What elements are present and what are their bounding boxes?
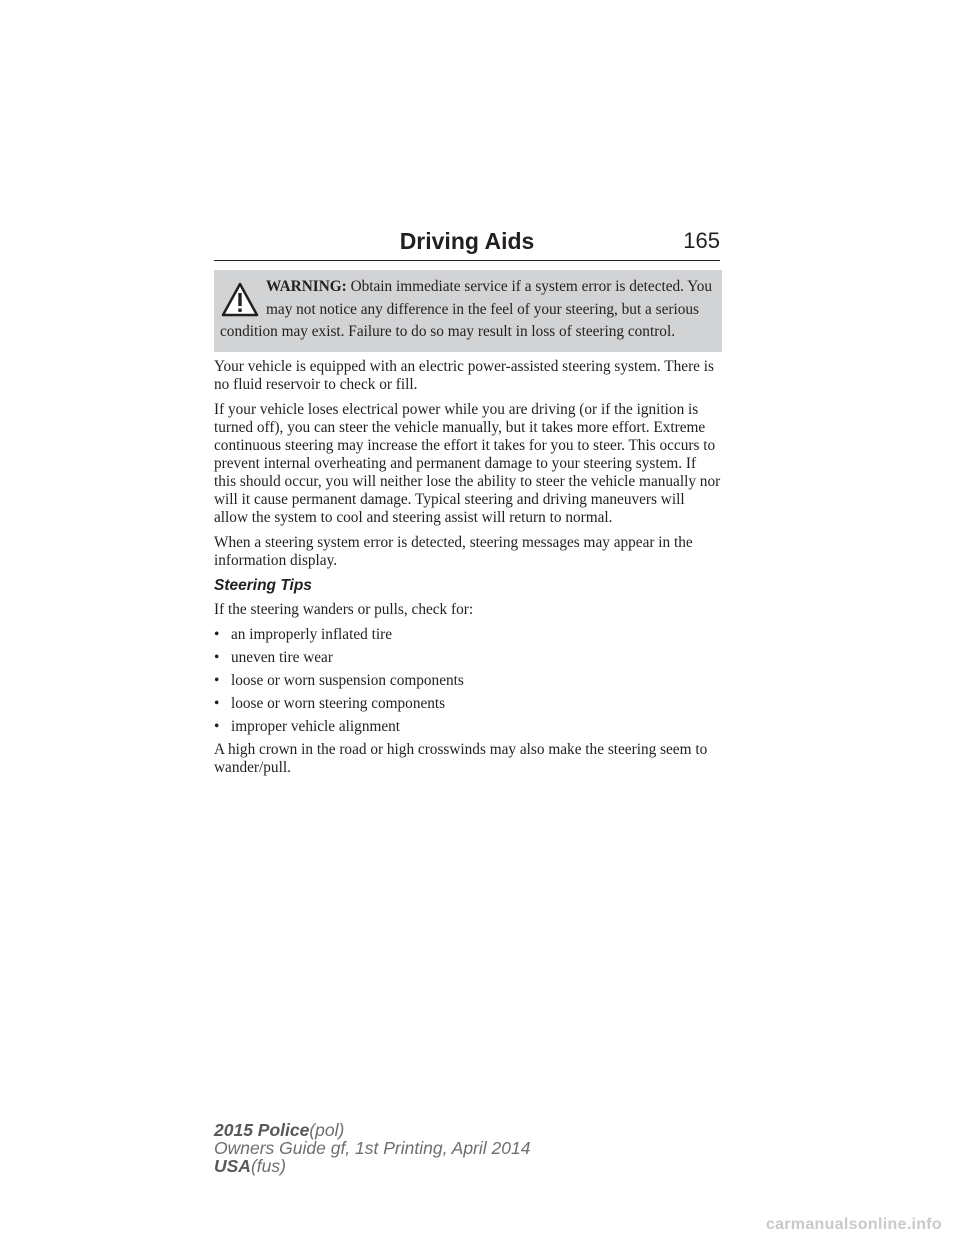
steering-tips-intro: If the steering wanders or pulls, check for:	[214, 600, 474, 618]
steering-tips-list	[214, 626, 722, 736]
watermark: carmanualsonline.info	[765, 1216, 942, 1233]
bullet: •	[214, 625, 220, 643]
warning-label: WARNING:	[266, 278, 347, 295]
footer-line-2: Owners Guide gf, 1st Printing, April 2014	[214, 1138, 531, 1158]
bullet: •	[214, 694, 220, 712]
warning-box	[214, 270, 722, 352]
paragraph-error-messages: When a steering system error is detected, steering messages may appear in the information display.	[214, 533, 693, 569]
paragraph-power-loss: If your vehicle loses electrical power while you are driving (or if the ignition is turned off), you can steer the vehicle manually, but it takes more effort. Extreme continuous steering may increase the effort it takes for you to steer. This occurs to prevent internal overheating and permanent damage to your steering system. If this should occur, you will neither lose the ability to steer the vehicle manually nor will it cause permanent damage. Typical steering and driving maneuvers will allow the system to cool and steering assist will return to normal.	[214, 400, 721, 526]
list-item: • uneven tire wear	[214, 648, 333, 666]
warning-triangle-icon	[220, 280, 260, 320]
list-item: • improper vehicle alignment	[214, 717, 401, 735]
page-footer	[214, 1121, 530, 1175]
page-header	[214, 226, 720, 261]
list-item: • loose or worn steering components	[214, 694, 446, 712]
list-item: • an improperly inflated tire	[214, 625, 392, 643]
steering-tips-heading: Steering Tips	[214, 576, 312, 594]
page-content	[214, 270, 722, 784]
bullet: •	[214, 671, 220, 689]
section-title: Driving Aids	[399, 228, 535, 254]
bullet: •	[214, 648, 220, 666]
footer-line-3: USA(fus)	[214, 1156, 286, 1176]
steering-tips-closing: A high crown in the road or high crosswinds may also make the steering seem to wander/pull.	[214, 740, 708, 776]
warning-text: Obtain immediate service if a system error is detected. You may not notice any difference in the feel of your steering, but a serious condition may exist. Failure to do so may result in loss of steering control.	[220, 278, 713, 340]
list-item: • loose or worn suspension components	[214, 671, 464, 689]
paragraph-eps: Your vehicle is equipped with an electric power-assisted steering system. There is no fluid reservoir to check or fill.	[214, 357, 714, 393]
bullet: •	[214, 717, 220, 735]
page-number: 165	[683, 228, 720, 253]
footer-line-1: 2015 Police(pol)	[214, 1120, 345, 1140]
